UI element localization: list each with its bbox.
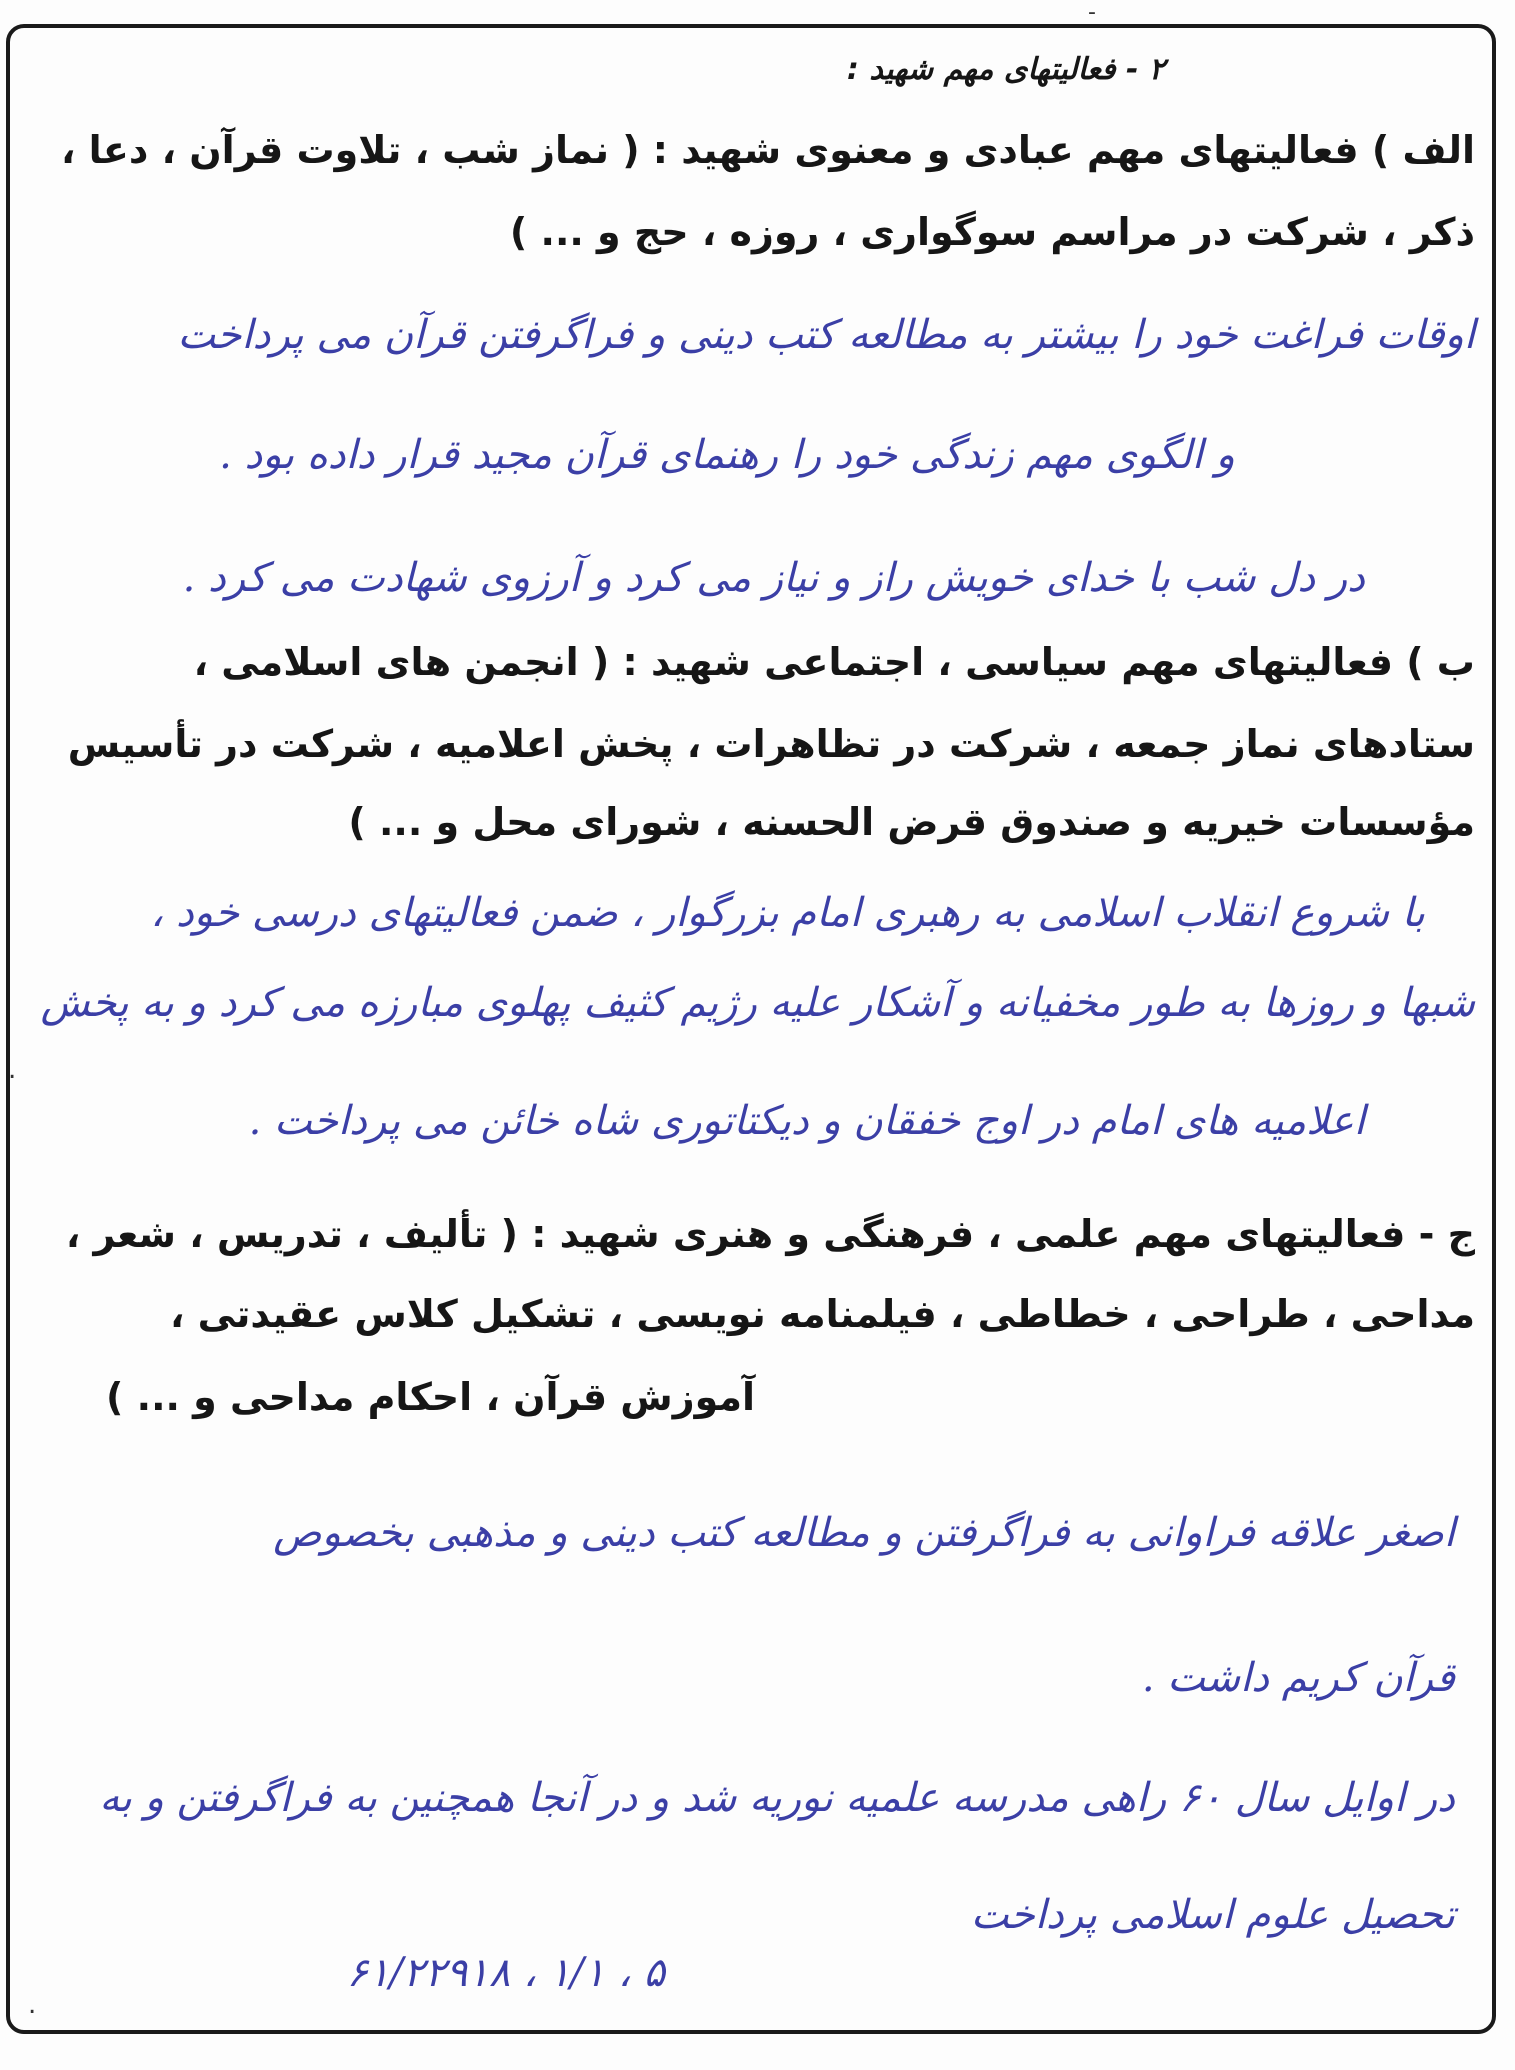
margin-dot-bottom: . xyxy=(28,1990,37,2020)
top-mark: - xyxy=(1088,0,1096,25)
part-b-handwritten-line-2: شبها و روزها به طور مخفیانه و آشکار علیه رژیم کثیف پهلوی مبارزه می کرد و به پخش xyxy=(40,980,1475,1026)
part-c-handwritten-line-1: اصغر علاقه فراوانی به فراگرفتن و مطالعه کتب دینی و مذهبی بخصوص xyxy=(273,1510,1455,1556)
part-a-handwritten-line-3: در دل شب با خدای خویش راز و نیاز می کرد و آرزوی شهادت می کرد . xyxy=(182,555,1365,601)
margin-dot: . xyxy=(8,1055,17,1085)
part-b-printed-line-2: ستادهای نماز جمعه ، شرکت در تظاهرات ، پخش اعلامیه ، شرکت در تأسیس xyxy=(67,722,1475,766)
part-a-handwritten-line-2: و الگوی مهم زندگی خود را رهنمای قرآن مجید قرار داده بود . xyxy=(219,432,1235,478)
part-a-handwritten-line-1: اوقات فراغت خود را بیشتر به مطالعه کتب دینی و فراگرفتن قرآن می پرداخت xyxy=(177,312,1475,358)
part-c-printed-line-1: ج - فعالیتهای مهم علمی ، فرهنگی و هنری شهید : ( تألیف ، تدریس ، شعر ، xyxy=(65,1212,1475,1256)
part-b-printed-line-1: ب ) فعالیتهای مهم سیاسی ، اجتماعی شهید : ( انجمن های اسلامی ، xyxy=(193,640,1475,684)
part-a-printed-line-2: ذکر ، شرکت در مراسم سوگواری ، روزه ، حج و ... ) xyxy=(509,210,1475,254)
part-c-handwritten-line-4: تحصیل علوم اسلامی پرداخت xyxy=(970,1892,1455,1938)
section-heading: ۲ - فعالیتهای مهم شهید : xyxy=(846,52,1165,87)
part-c-handwritten-line-3: در اوایل سال ۶۰ راهی مدرسه علمیه نوریه شد و در آنجا همچنین به فراگرفتن و به xyxy=(99,1775,1455,1821)
part-b-handwritten-line-1: با شروع انقلاب اسلامی به رهبری امام بزرگوار ، ضمن فعالیتهای درسی خود ، xyxy=(150,890,1425,936)
part-a-printed-line-1: الف ) فعالیتهای مهم عبادی و معنوی شهید : ( نماز شب ، تلاوت قرآن ، دعا ، xyxy=(60,128,1475,172)
part-b-printed-line-3: مؤسسات خیریه و صندوق قرض الحسنه ، شورای محل و ... ) xyxy=(348,800,1475,844)
part-c-printed-line-2: مداحی ، طراحی ، خطاطی ، فیلمنامه نویسی ، تشکیل کلاس عقیدتی ، xyxy=(169,1292,1475,1336)
reference-code: ۶۱/۲۲۹۱۸ ، ۱/۱ ، ۵ xyxy=(346,1950,665,1996)
part-c-printed-line-3: آموزش قرآن ، احکام مداحی و ... ) xyxy=(106,1375,755,1419)
part-b-handwritten-line-3: اعلامیه های امام در اوج خفقان و دیکتاتوری شاه خائن می پرداخت . xyxy=(248,1098,1365,1144)
part-c-handwritten-line-2: قرآن کریم داشت . xyxy=(1141,1655,1455,1701)
